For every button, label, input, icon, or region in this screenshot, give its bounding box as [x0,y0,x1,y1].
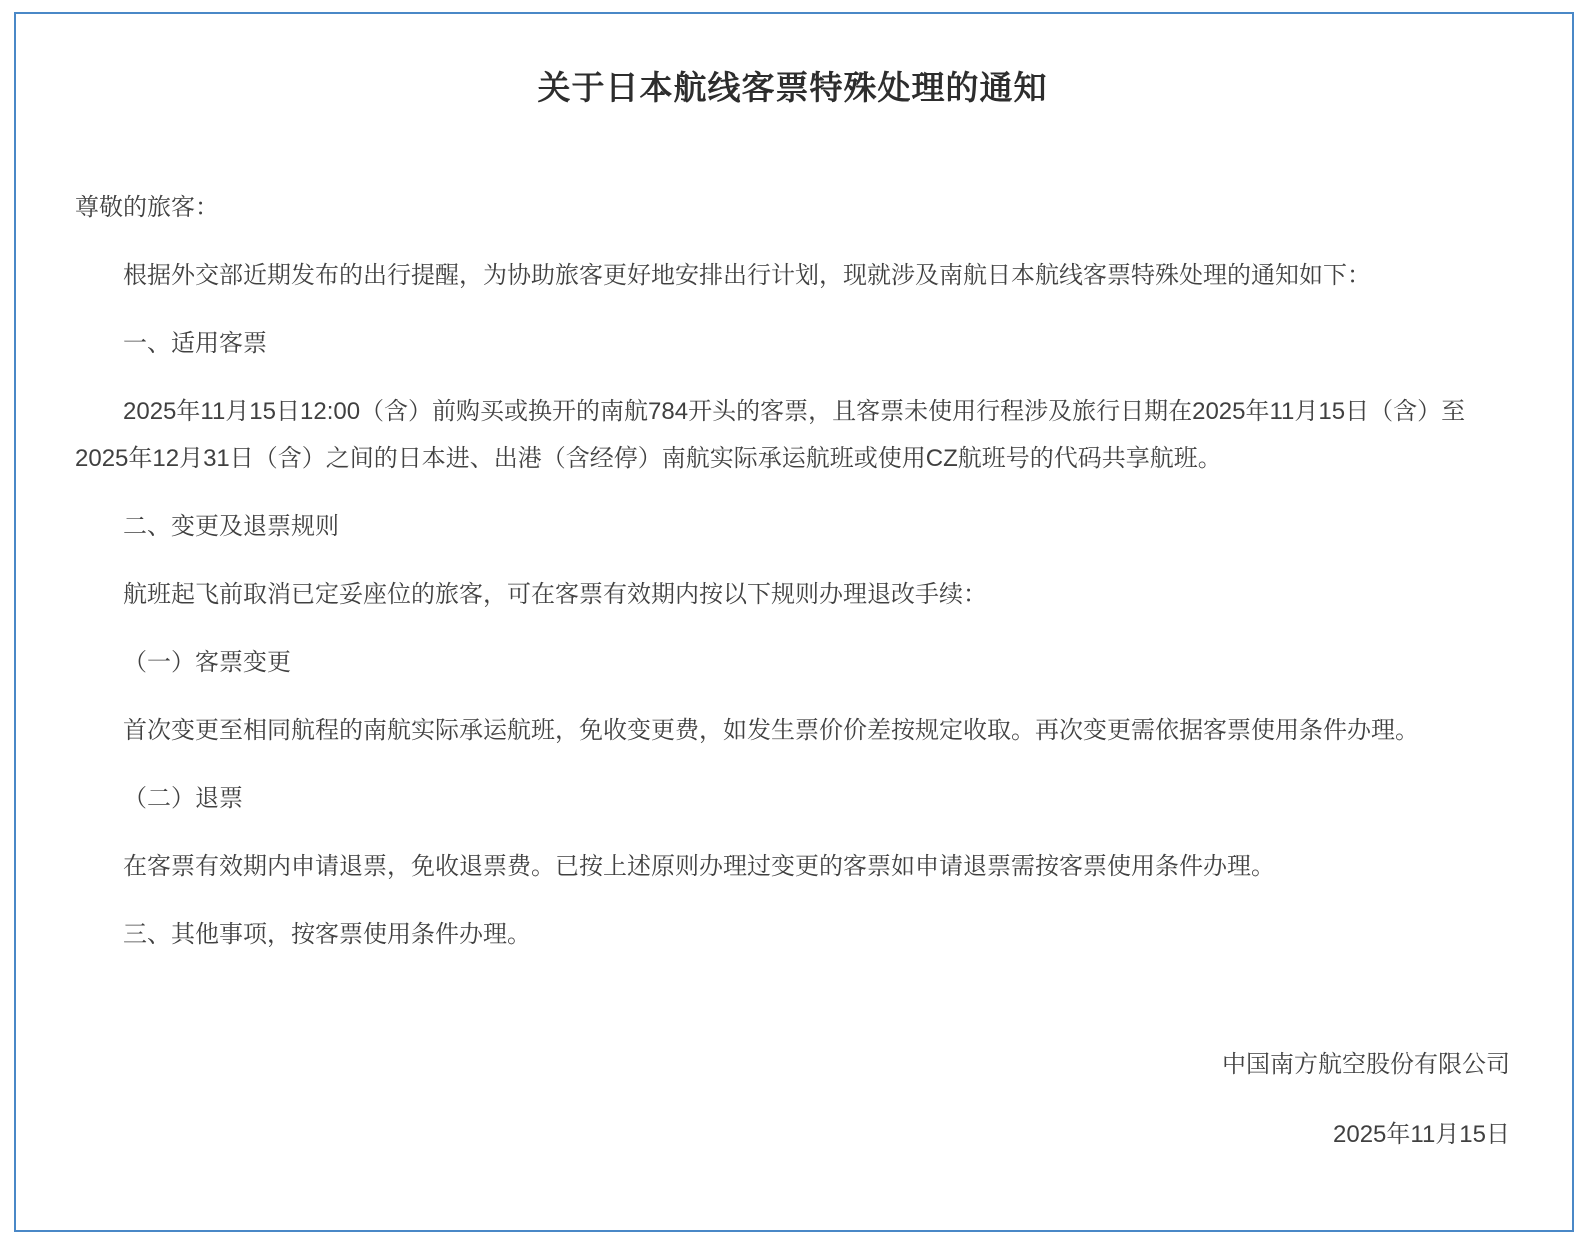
signature-date: 2025年11月15日 [1333,1121,1510,1148]
notice-subsection-2-body: 在客票有效期内申请退票，免收退票费。已按上述原则办理过变更的客票如申请退票需按客票使用条件办理。 [123,853,1275,880]
notice-section-2-heading: 二、变更及退票规则 [123,513,339,540]
notice-section-3: 三、其他事项，按客票使用条件办理。 [123,921,531,948]
notice-subsection-1-heading: （一）客票变更 [123,649,291,676]
notice-section-2-body: 航班起飞前取消已定妥座位的旅客，可在客票有效期内按以下规则办理退改手续： [123,581,987,608]
notice-title: 关于日本航线客票特殊处理的通知 [537,69,1048,106]
signature-company: 中国南方航空股份有限公司 [1222,1051,1510,1078]
notice-paragraph-intro: 根据外交部近期发布的出行提醒，为协助旅客更好地安排出行计划，现就涉及南航日本航线客票特殊处理的通知如下： [123,262,1371,289]
notice-subsection-2-heading: （二）退票 [123,785,243,812]
notice-section-1-body: 2025年11月15日12:00（含）前购买或换开的南航784开头的客票，且客票未使用行程涉及旅行日期在2025年11月15日（含）至2025年12月31日（含）之间的日本进、出港（含经停）南航实际承运航班或使用CZ航班号的代码共享航班。 [75,398,1466,472]
notice-section-1-heading: 一、适用客票 [123,330,267,357]
notice-greeting: 尊敬的旅客： [75,194,219,221]
notice-subsection-1-body: 首次变更至相同航程的南航实际承运航班，免收变更费，如发生票价价差按规定收取。再次变更需依据客票使用条件办理。 [123,717,1419,744]
signature-block [75,1041,1510,1158]
